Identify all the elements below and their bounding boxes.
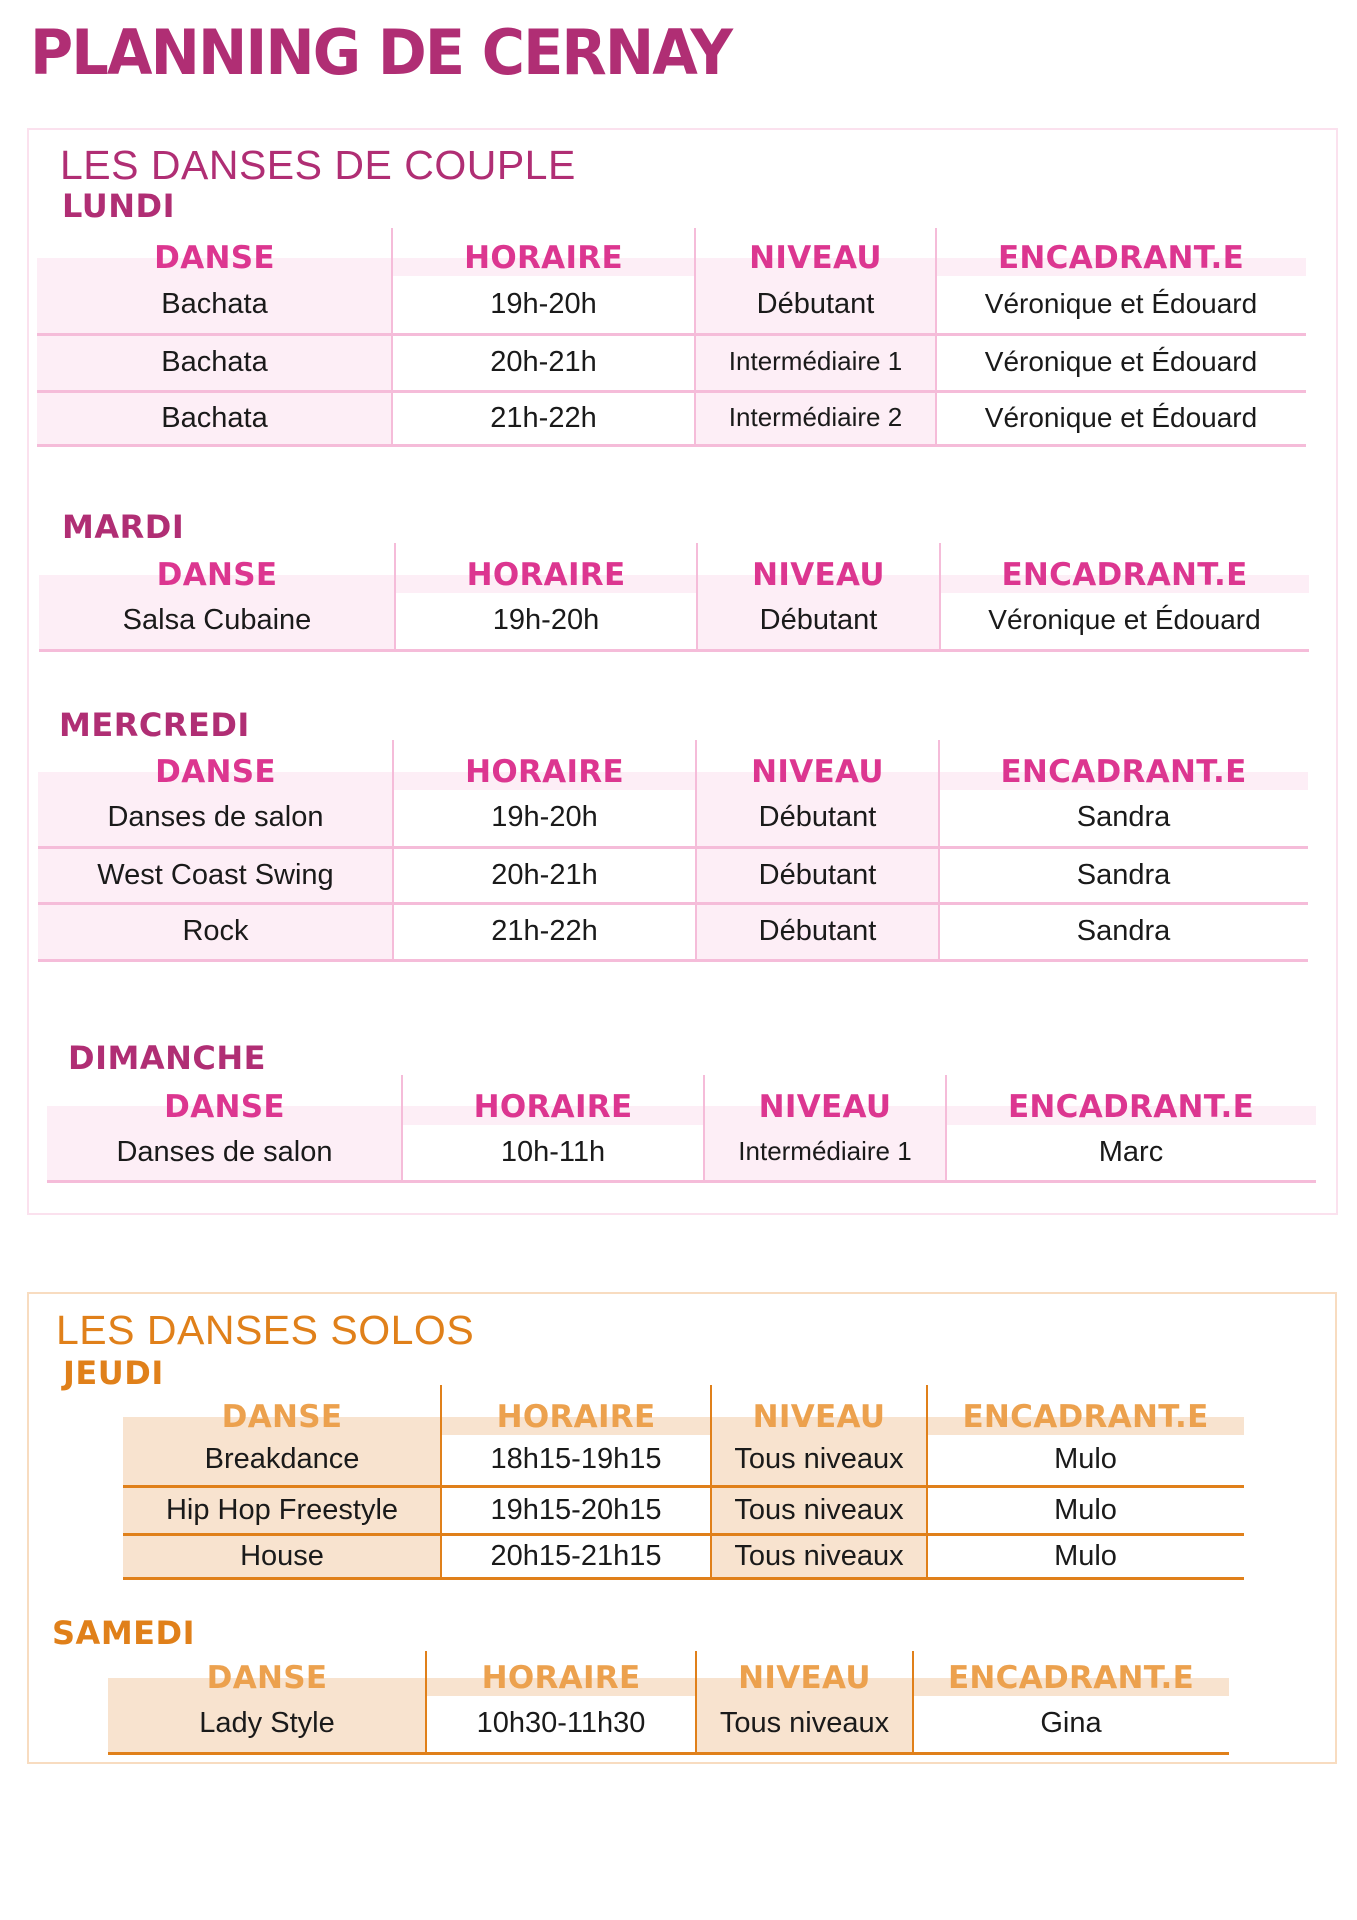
cell-time: 19h-20h	[492, 604, 600, 636]
cell-instructor: Véronique et Édouard	[984, 401, 1258, 433]
row-divider	[37, 333, 1306, 336]
day-label-samedi: SAMEDI	[52, 1614, 195, 1652]
schedule-table-jeudi	[123, 1385, 1244, 1580]
day-label-lundi: LUNDI	[62, 187, 175, 225]
cell-dance: Hip Hop Freestyle	[165, 1493, 399, 1526]
cell-instructor: Gina	[1040, 1707, 1102, 1739]
cell-level: Intermédiaire 1	[728, 346, 903, 376]
row-divider	[38, 902, 1308, 905]
cell-dance: House	[240, 1539, 324, 1572]
row-divider	[47, 1180, 1316, 1183]
day-label-mercredi: MERCREDI	[59, 706, 250, 744]
schedule-table-samedi	[108, 1651, 1229, 1755]
cell-level: Débutant	[756, 287, 875, 320]
schedule-table-mercredi	[38, 740, 1308, 962]
column-header-encadrant-e: ENCADRANT.E	[947, 1660, 1195, 1696]
schedule-table-dimanche	[47, 1075, 1316, 1183]
cell-level: Tous niveaux	[734, 1493, 904, 1526]
row-divider	[123, 1533, 1244, 1536]
cell-time: 20h15-21h15	[490, 1539, 662, 1572]
column-header-encadrant-e: ENCADRANT.E	[962, 1399, 1209, 1435]
column-header-danse: DANSE	[155, 754, 276, 790]
cell-instructor: Mulo	[1054, 1539, 1117, 1572]
cell-instructor: Véronique et Édouard	[984, 287, 1258, 319]
column-header-niveau: NIVEAU	[751, 754, 884, 790]
day-label-jeudi: JEUDI	[63, 1354, 164, 1392]
cell-instructor: Véronique et Édouard	[988, 604, 1261, 635]
cell-time: 10h30-11h30	[476, 1707, 646, 1739]
column-header-horaire: HORAIRE	[496, 1399, 656, 1435]
column-header-horaire: HORAIRE	[473, 1089, 633, 1125]
row-divider	[37, 390, 1306, 393]
cell-dance: Danses de salon	[116, 1135, 333, 1168]
cell-level: Intermédiaire 2	[728, 401, 903, 432]
column-header-danse: DANSE	[154, 240, 275, 276]
cell-dance: Rock	[182, 915, 249, 947]
column-header-horaire: HORAIRE	[464, 240, 623, 276]
column-header-danse: DANSE	[156, 557, 278, 593]
cell-instructor: Sandra	[1076, 801, 1171, 833]
row-divider	[37, 444, 1306, 447]
cell-instructor: Sandra	[1076, 858, 1171, 891]
row-divider	[38, 959, 1308, 962]
cell-dance: Bachata	[161, 287, 268, 320]
row-divider	[39, 649, 1309, 652]
cell-time: 18h15-19h15	[490, 1443, 662, 1475]
column-header-horaire: HORAIRE	[465, 754, 624, 790]
cell-level: Débutant	[758, 801, 877, 833]
column-header-niveau: NIVEAU	[758, 1089, 892, 1125]
cell-dance: West Coast Swing	[97, 858, 334, 891]
couple-section-title: LES DANSES DE COUPLE	[54, 145, 582, 186]
schedule-table-lundi	[37, 228, 1306, 447]
column-header-niveau: NIVEAU	[738, 1660, 871, 1696]
row-divider	[108, 1752, 1229, 1755]
cell-dance: Bachata	[161, 401, 268, 434]
cell-level: Débutant	[758, 858, 877, 891]
cell-dance: Salsa Cubaine	[122, 604, 312, 636]
cell-dance: Breakdance	[204, 1443, 360, 1475]
column-header-niveau: NIVEAU	[752, 557, 885, 593]
row-divider	[38, 846, 1308, 849]
cell-dance: Lady Style	[199, 1707, 335, 1739]
cell-level: Tous niveaux	[734, 1539, 904, 1572]
cell-level: Tous niveaux	[734, 1443, 904, 1475]
row-divider	[123, 1577, 1244, 1580]
cell-time: 19h-20h	[490, 287, 597, 320]
page-title: PLANNING DE CERNAY	[30, 16, 732, 89]
column-header-niveau: NIVEAU	[752, 1399, 886, 1435]
column-header-horaire: HORAIRE	[466, 557, 626, 593]
cell-instructor: Mulo	[1054, 1493, 1117, 1526]
column-header-encadrant-e: ENCADRANT.E	[1000, 754, 1247, 790]
cell-time: 21h-22h	[490, 401, 597, 434]
cell-time: 19h15-20h15	[490, 1493, 662, 1526]
cell-level: Tous niveaux	[719, 1707, 890, 1739]
column-header-danse: DANSE	[221, 1399, 343, 1435]
day-label-mardi: MARDI	[62, 508, 185, 546]
cell-instructor: Mulo	[1054, 1443, 1117, 1475]
cell-time: 21h-22h	[491, 915, 598, 947]
column-header-horaire: HORAIRE	[481, 1660, 641, 1696]
column-header-encadrant-e: ENCADRANT.E	[997, 240, 1245, 276]
row-divider	[123, 1485, 1244, 1488]
cell-dance: Bachata	[161, 346, 268, 378]
cell-time: 19h-20h	[491, 801, 598, 833]
schedule-table-mardi	[39, 543, 1309, 652]
column-header-encadrant-e: ENCADRANT.E	[1007, 1089, 1255, 1125]
column-header-danse: DANSE	[206, 1660, 328, 1696]
solo-section-title: LES DANSES SOLOS	[50, 1310, 480, 1351]
cell-time: 10h-11h	[500, 1135, 606, 1168]
cell-level: Intermédiaire 1	[738, 1135, 912, 1166]
cell-time: 20h-21h	[491, 858, 598, 891]
column-header-encadrant-e: ENCADRANT.E	[1001, 557, 1248, 593]
cell-level: Débutant	[759, 604, 878, 636]
cell-instructor: Sandra	[1076, 915, 1171, 947]
cell-instructor: Marc	[1098, 1135, 1164, 1168]
cell-dance: Danses de salon	[107, 801, 324, 833]
day-label-dimanche: DIMANCHE	[68, 1039, 266, 1077]
column-header-niveau: NIVEAU	[749, 240, 882, 276]
column-header-danse: DANSE	[164, 1089, 285, 1125]
cell-level: Débutant	[758, 915, 877, 947]
cell-instructor: Véronique et Édouard	[984, 346, 1258, 377]
cell-time: 20h-21h	[490, 346, 597, 378]
